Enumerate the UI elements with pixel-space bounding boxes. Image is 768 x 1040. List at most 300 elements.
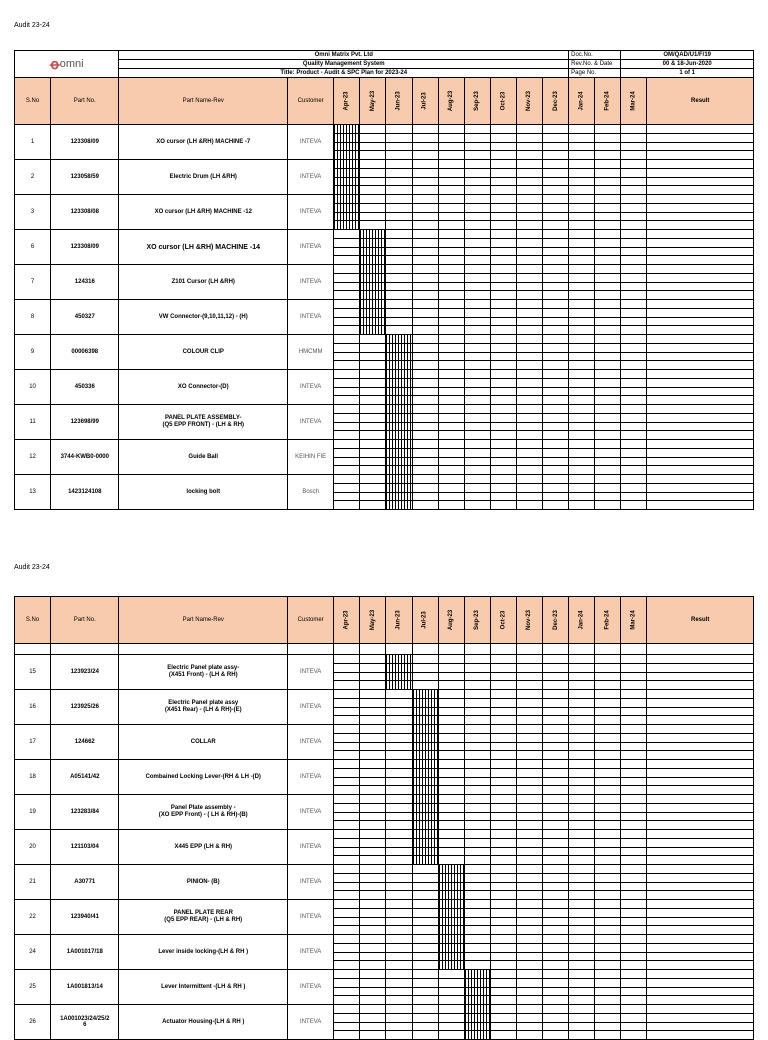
month-cell [412, 160, 438, 195]
month-cell [490, 725, 516, 760]
page-no-value: 1 of 1 [621, 69, 754, 78]
month-header-label: May-23 [369, 609, 376, 631]
month-cell [464, 405, 490, 440]
column-header-row [15, 78, 754, 125]
scheduled-month-cell [438, 935, 464, 970]
month-cell [360, 935, 386, 970]
month-cell [438, 265, 464, 300]
table-row [15, 970, 754, 1005]
sno-cell: 19 [15, 795, 51, 830]
month-header-label: Jul-23 [422, 611, 429, 629]
month-cell [412, 865, 438, 900]
customer-cell: INTEVA [288, 125, 334, 160]
customer-cell: INTEVA [288, 370, 334, 405]
part-no-cell: 00006398 [51, 335, 119, 370]
month-cell [621, 195, 647, 230]
part-name-cell: PINION- (B) [119, 865, 288, 900]
month-cell [595, 300, 621, 335]
month-cell [360, 830, 386, 865]
month-header-label: Jan-24 [578, 91, 585, 111]
month-cell [569, 900, 595, 935]
table-row [15, 230, 754, 265]
month-cell [490, 900, 516, 935]
customer-cell: INTEVA [288, 900, 334, 935]
month-cell [516, 300, 542, 335]
month-cell [543, 865, 569, 900]
part-name-cell: Lever Intermittent -(LH & RH ) [119, 970, 288, 1005]
month-cell [516, 405, 542, 440]
customer-cell: INTEVA [288, 760, 334, 795]
result-cell [647, 125, 754, 160]
month-cell [386, 1005, 412, 1040]
month-cell [464, 370, 490, 405]
month-cell [438, 195, 464, 230]
audit-plan-table-page1 [14, 50, 754, 510]
month-header-label: Oct-23 [500, 610, 507, 630]
month-cell [464, 195, 490, 230]
month-cell [543, 125, 569, 160]
result-cell [647, 300, 754, 335]
table-row [15, 690, 754, 725]
month-cell [516, 725, 542, 760]
month-cell [464, 935, 490, 970]
table-row [15, 830, 754, 865]
month-cell [595, 690, 621, 725]
month-cell [334, 405, 360, 440]
table-row [15, 725, 754, 760]
customer-cell: INTEVA [288, 935, 334, 970]
month-cell [464, 900, 490, 935]
month-header [360, 78, 386, 125]
month-cell [621, 935, 647, 970]
month-header [516, 597, 542, 644]
month-cell [464, 335, 490, 370]
month-cell [334, 690, 360, 725]
scheduled-month-cell [412, 795, 438, 830]
month-cell [490, 475, 516, 510]
part-name-cell: Electric Panel plate assy (X451 Rear) - (LH & RH)-(E) [119, 690, 288, 725]
customer-cell: INTEVA [288, 970, 334, 1005]
month-cell [334, 265, 360, 300]
result-cell [647, 335, 754, 370]
month-cell [412, 370, 438, 405]
month-cell [360, 1005, 386, 1040]
month-cell [490, 440, 516, 475]
customer-cell: INTEVA [288, 690, 334, 725]
month-cell [438, 370, 464, 405]
sno-cell: 25 [15, 970, 51, 1005]
part-no-cell: 123940/41 [51, 900, 119, 935]
month-cell [621, 655, 647, 690]
month-cell [595, 370, 621, 405]
month-header [595, 78, 621, 125]
result-cell [647, 760, 754, 795]
part-no-header: Part No. [51, 78, 119, 125]
month-cell [621, 265, 647, 300]
month-cell [543, 830, 569, 865]
sno-cell: 12 [15, 440, 51, 475]
month-cell [569, 230, 595, 265]
month-cell [464, 795, 490, 830]
month-cell [595, 655, 621, 690]
month-cell [412, 440, 438, 475]
month-cell [569, 405, 595, 440]
month-cell [360, 195, 386, 230]
month-cell [334, 760, 360, 795]
doc-no-value: OM/QAD/U1/F/19 [621, 51, 754, 60]
result-cell [647, 405, 754, 440]
month-cell [334, 335, 360, 370]
month-cell [334, 830, 360, 865]
part-no-cell: 123925/26 [51, 690, 119, 725]
month-cell [412, 335, 438, 370]
month-cell [412, 1005, 438, 1040]
scheduled-month-cell [438, 865, 464, 900]
month-cell [360, 405, 386, 440]
month-header-label: Mar-24 [630, 91, 637, 111]
month-cell [621, 475, 647, 510]
sno-cell: 9 [15, 335, 51, 370]
month-cell [595, 475, 621, 510]
month-header-label: Nov-23 [526, 90, 533, 112]
part-no-cell: 3744-KWB0-0000 [51, 440, 119, 475]
month-cell [386, 935, 412, 970]
month-cell [412, 900, 438, 935]
month-cell [334, 655, 360, 690]
table-row [15, 760, 754, 795]
month-cell [621, 830, 647, 865]
customer-cell: INTEVA [288, 405, 334, 440]
month-header-label: Aug-23 [448, 90, 455, 112]
sno-cell: 7 [15, 265, 51, 300]
result-header: Result [647, 597, 754, 644]
part-no-cell: 123923/24 [51, 655, 119, 690]
part-no-cell: 123698/99 [51, 405, 119, 440]
month-cell [412, 405, 438, 440]
scheduled-month-cell [386, 335, 412, 370]
part-name-cell: XO cursor (LH &RH) MACHINE -7 [119, 125, 288, 160]
month-header [595, 597, 621, 644]
month-cell [516, 900, 542, 935]
month-cell [360, 475, 386, 510]
month-cell [569, 300, 595, 335]
month-cell [464, 725, 490, 760]
month-cell [569, 265, 595, 300]
scheduled-month-cell [386, 475, 412, 510]
month-cell [490, 335, 516, 370]
month-cell [334, 475, 360, 510]
result-cell [647, 865, 754, 900]
result-cell [647, 900, 754, 935]
month-cell [569, 970, 595, 1005]
part-name-cell: Lever inside locking-(LH & RH ) [119, 935, 288, 970]
month-cell [386, 760, 412, 795]
month-cell [569, 795, 595, 830]
part-name-cell: Actuator Housing-(LH & RH ) [119, 1005, 288, 1040]
page1-label: Audit 23-24 [14, 22, 50, 29]
month-cell [516, 970, 542, 1005]
month-cell [464, 160, 490, 195]
month-cell [569, 655, 595, 690]
month-cell [386, 865, 412, 900]
part-no-cell: 1A001813/14 [51, 970, 119, 1005]
month-cell [516, 440, 542, 475]
month-cell [543, 935, 569, 970]
sno-cell: 15 [15, 655, 51, 690]
month-cell [360, 900, 386, 935]
month-cell [595, 830, 621, 865]
sno-cell: 26 [15, 1005, 51, 1040]
result-cell [647, 795, 754, 830]
month-cell [386, 690, 412, 725]
month-cell [490, 865, 516, 900]
month-header [334, 597, 360, 644]
part-name-cell: Guide Ball [119, 440, 288, 475]
month-cell [543, 1005, 569, 1040]
month-cell [595, 1005, 621, 1040]
part-no-cell: 450327 [51, 300, 119, 335]
month-header-label: Jul-23 [422, 92, 429, 110]
month-cell [438, 760, 464, 795]
part-no-cell: 1423124108 [51, 475, 119, 510]
month-cell [412, 300, 438, 335]
month-cell [516, 230, 542, 265]
month-cell [334, 370, 360, 405]
month-cell [412, 230, 438, 265]
month-header [569, 78, 595, 125]
month-cell [595, 935, 621, 970]
month-cell [516, 370, 542, 405]
month-header-label: May-23 [369, 90, 376, 112]
month-cell [621, 370, 647, 405]
month-cell [543, 760, 569, 795]
table-row [15, 475, 754, 510]
customer-cell: INTEVA [288, 655, 334, 690]
result-header: Result [647, 78, 754, 125]
scheduled-month-cell [386, 655, 412, 690]
month-cell [569, 865, 595, 900]
scheduled-month-cell [386, 405, 412, 440]
part-name-cell: Z101 Cursor (LH &RH) [119, 265, 288, 300]
document-title: Title: Product - Audit & SPC Plan for 2023-24 [119, 69, 569, 78]
part-no-header: Part No. [51, 597, 119, 644]
month-cell [412, 475, 438, 510]
month-cell [464, 125, 490, 160]
scheduled-month-cell [412, 760, 438, 795]
month-cell [334, 440, 360, 475]
month-cell [360, 795, 386, 830]
result-cell [647, 970, 754, 1005]
month-header-label: Feb-24 [604, 91, 611, 111]
month-cell [386, 970, 412, 1005]
month-cell [360, 370, 386, 405]
month-cell [543, 230, 569, 265]
sno-cell: 11 [15, 405, 51, 440]
month-cell [360, 160, 386, 195]
part-name-cell: Combained Locking Lever-(RH & LH -(D) [119, 760, 288, 795]
month-header [621, 597, 647, 644]
month-cell [386, 795, 412, 830]
month-header [334, 78, 360, 125]
part-name-cell: X445 EPP (LH & RH) [119, 830, 288, 865]
month-cell [490, 370, 516, 405]
scheduled-month-cell [412, 690, 438, 725]
sno-header: S.No [15, 78, 51, 125]
month-cell [490, 405, 516, 440]
month-cell [490, 1005, 516, 1040]
month-cell [543, 690, 569, 725]
month-header [386, 78, 412, 125]
customer-cell: HMCMM [288, 335, 334, 370]
rev-value: 00 & 18-Jun-2020 [621, 60, 754, 69]
month-header [438, 78, 464, 125]
sno-cell: 21 [15, 865, 51, 900]
spacer-row [15, 644, 754, 655]
part-name-cell: COLLAR [119, 725, 288, 760]
part-no-cell: 123058/59 [51, 160, 119, 195]
month-cell [386, 300, 412, 335]
month-cell [412, 655, 438, 690]
sno-cell: 10 [15, 370, 51, 405]
month-cell [490, 935, 516, 970]
result-cell [647, 475, 754, 510]
table-row [15, 300, 754, 335]
month-cell [516, 655, 542, 690]
month-cell [543, 795, 569, 830]
month-cell [516, 795, 542, 830]
month-header [438, 597, 464, 644]
part-name-cell: Electric Panel plate assy- (X451 Front) - (LH & RH) [119, 655, 288, 690]
month-header-label: Sep-23 [474, 91, 481, 111]
part-name-header: Part Name-Rev [119, 78, 288, 125]
month-header-label: Oct-23 [500, 91, 507, 111]
month-cell [516, 160, 542, 195]
month-cell [569, 760, 595, 795]
sno-header: S.No [15, 597, 51, 644]
month-cell [595, 760, 621, 795]
table-row [15, 655, 754, 690]
month-cell [569, 725, 595, 760]
month-cell [569, 690, 595, 725]
scheduled-month-cell [334, 125, 360, 160]
month-cell [621, 405, 647, 440]
table-row [15, 405, 754, 440]
part-no-cell: 124662 [51, 725, 119, 760]
table-row [15, 125, 754, 160]
month-cell [543, 195, 569, 230]
month-cell [569, 475, 595, 510]
scheduled-month-cell [360, 300, 386, 335]
month-cell [621, 690, 647, 725]
part-name-cell: VW Connector-(9,10,11,12) - (H) [119, 300, 288, 335]
month-cell [386, 195, 412, 230]
part-name-cell: XO cursor (LH &RH) MACHINE -14 [119, 230, 288, 265]
part-name-cell: XO cursor (LH &RH) MACHINE -12 [119, 195, 288, 230]
scheduled-month-cell [386, 370, 412, 405]
month-cell [543, 265, 569, 300]
month-cell [438, 230, 464, 265]
month-cell [438, 475, 464, 510]
month-cell [490, 300, 516, 335]
month-cell [516, 125, 542, 160]
rev-label: Rev.No. & Date [569, 60, 621, 69]
month-cell [334, 970, 360, 1005]
customer-cell: INTEVA [288, 300, 334, 335]
month-cell [438, 795, 464, 830]
month-cell [569, 1005, 595, 1040]
month-cell [516, 830, 542, 865]
table-row [15, 935, 754, 970]
month-cell [386, 830, 412, 865]
part-no-cell: 123308/09 [51, 230, 119, 265]
part-name-cell: locking bolt [119, 475, 288, 510]
part-no-cell: 123308/08 [51, 195, 119, 230]
month-cell [412, 935, 438, 970]
customer-cell: INTEVA [288, 795, 334, 830]
month-header-label: Aug-23 [448, 609, 455, 631]
month-cell [334, 1005, 360, 1040]
part-no-cell: A05141/42 [51, 760, 119, 795]
part-name-header: Part Name-Rev [119, 597, 288, 644]
scheduled-month-cell [438, 900, 464, 935]
result-cell [647, 265, 754, 300]
sno-cell: 24 [15, 935, 51, 970]
page-no-label: Page No. [569, 69, 621, 78]
scheduled-month-cell [412, 830, 438, 865]
month-cell [569, 830, 595, 865]
part-name-cell: PANEL PLATE ASSEMBLY- (Q5 EPP FRONT) - (LH & RH) [119, 405, 288, 440]
month-cell [490, 795, 516, 830]
month-cell [360, 760, 386, 795]
month-cell [621, 725, 647, 760]
result-cell [647, 195, 754, 230]
customer-cell: INTEVA [288, 265, 334, 300]
month-cell [621, 1005, 647, 1040]
month-cell [412, 265, 438, 300]
month-cell [490, 690, 516, 725]
month-cell [334, 725, 360, 760]
month-cell [569, 440, 595, 475]
month-header-label: Jun-23 [395, 91, 402, 111]
month-cell [543, 160, 569, 195]
month-cell [516, 265, 542, 300]
page2-label: Audit 23-24 [14, 564, 50, 571]
month-cell [438, 160, 464, 195]
month-header [516, 78, 542, 125]
month-cell [595, 440, 621, 475]
month-cell [334, 865, 360, 900]
month-header [490, 78, 516, 125]
sno-cell: 16 [15, 690, 51, 725]
month-cell [334, 300, 360, 335]
result-cell [647, 935, 754, 970]
sno-cell: 17 [15, 725, 51, 760]
scheduled-month-cell [334, 195, 360, 230]
month-header-label: Mar-24 [630, 610, 637, 630]
month-cell [386, 160, 412, 195]
month-cell [621, 230, 647, 265]
customer-header: Customer [288, 78, 334, 125]
sno-cell: 1 [15, 125, 51, 160]
month-cell [334, 230, 360, 265]
month-cell [464, 690, 490, 725]
month-cell [621, 335, 647, 370]
month-cell [438, 970, 464, 1005]
month-cell [386, 265, 412, 300]
month-cell [516, 335, 542, 370]
part-no-cell: 123283/84 [51, 795, 119, 830]
month-cell [464, 760, 490, 795]
